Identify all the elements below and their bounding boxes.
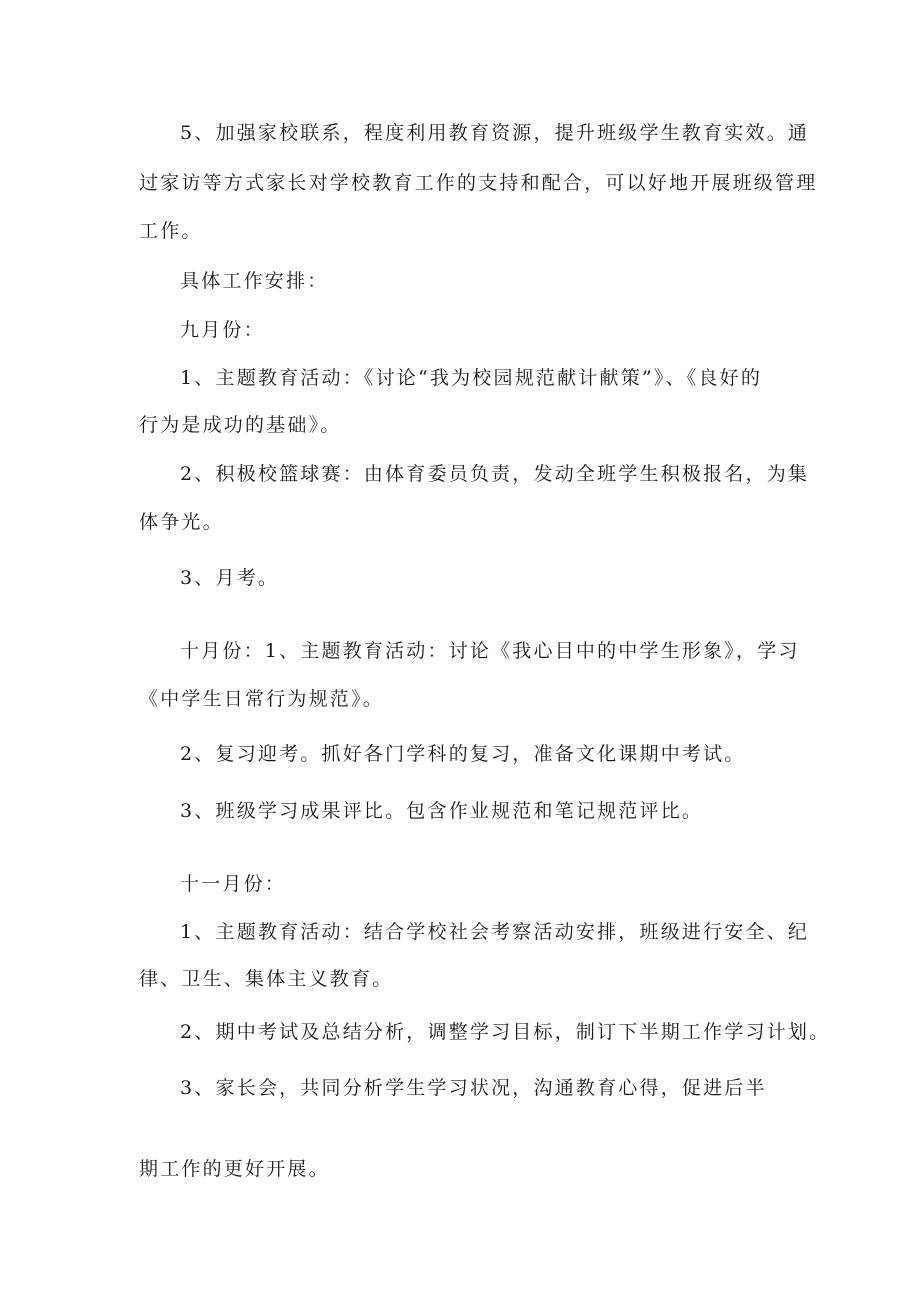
- paragraph-5-line-3: 工作。: [139, 220, 203, 242]
- october-heading-item-1: 十月份：1、主题教育活动：讨论《我心目中的中学生形象》，学习: [180, 640, 800, 662]
- september-item-3: 3、月考。: [180, 567, 280, 589]
- september-item-2-line-1: 2、积极校篮球赛：由体育委员负责，发动全班学生积极报名，为集: [180, 463, 810, 485]
- november-item-3-line-1: 3、家长会，共同分析学生学习状况，沟通教育心得，促进后半: [180, 1077, 767, 1099]
- november-item-1-line-1: 1、主题教育活动：结合学校社会考察活动安排，班级进行安全、纪: [180, 921, 810, 943]
- november-item-1-line-2: 律、卫生、集体主义教育。: [139, 968, 394, 990]
- september-item-1-line-2: 行为是成功的基础》。: [139, 414, 342, 436]
- paragraph-5-line-2: 过家访等方式家长对学校教育工作的支持和配合，可以好地开展班级管理: [139, 172, 818, 194]
- schedule-heading: 具体工作安排：: [180, 270, 329, 292]
- october-item-1-line-2: 《中学生日常行为规范》。: [139, 688, 384, 710]
- september-item-2-line-2: 体争光。: [139, 511, 224, 533]
- november-item-3-line-2: 期工作的更好开展。: [139, 1158, 330, 1180]
- november-heading: 十一月份：: [180, 873, 287, 895]
- november-item-2: 2、期中考试及总结分析，调整学习目标，制订下半期工作学习计划。: [180, 1021, 831, 1043]
- paragraph-5-line-1: 5、加强家校联系，程度利用教育资源，提升班级学生教育实效。通: [180, 122, 810, 144]
- september-item-1-line-1: 1、主题教育活动：《讨论“我为校园规范献计献策”》、《良好的: [180, 367, 763, 389]
- october-item-3: 3、班级学习成果评比。包含作业规范和笔记规范评比。: [180, 800, 704, 822]
- october-item-2: 2、复习迎考。抓好各门学科的复习，准备文化课期中考试。: [180, 743, 746, 765]
- september-heading: 九月份：: [180, 319, 265, 341]
